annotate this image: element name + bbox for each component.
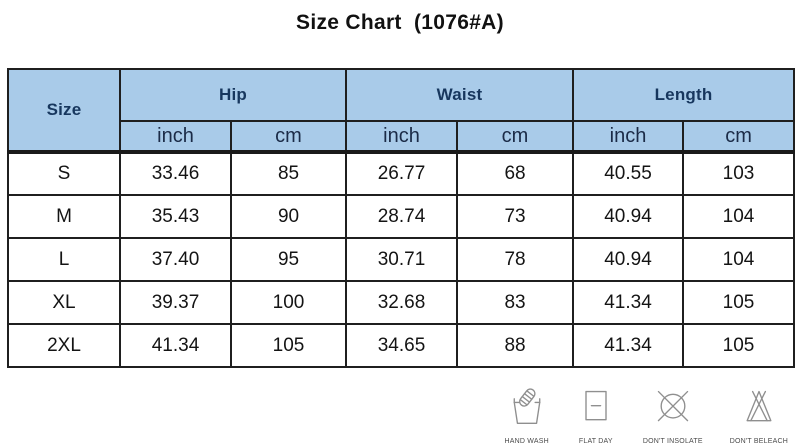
value-cell: 40.94 <box>573 195 683 238</box>
value-cell: 30.71 <box>346 238 457 281</box>
value-cell: 105 <box>683 324 794 367</box>
value-cell: 33.46 <box>120 152 231 195</box>
value-cell: 105 <box>231 324 346 367</box>
dont-insolate-icon <box>653 387 693 432</box>
value-cell: 85 <box>231 152 346 195</box>
hand-wash-icon <box>507 387 547 432</box>
value-cell: 103 <box>683 152 794 195</box>
value-cell: 41.34 <box>573 281 683 324</box>
value-cell: 104 <box>683 238 794 281</box>
size-cell: XL <box>8 281 120 324</box>
value-cell: 68 <box>457 152 573 195</box>
care-label: FLAT DAY <box>578 438 613 445</box>
table-row-2xl <box>8 324 794 367</box>
column-header-length: Length <box>573 69 794 121</box>
care-label: DON'T INSOLATE <box>642 438 703 445</box>
value-cell: 95 <box>231 238 346 281</box>
size-chart-page <box>0 11 800 445</box>
value-cell: 78 <box>457 238 573 281</box>
unit-header-hip-inch: inch <box>120 121 231 152</box>
value-cell: 105 <box>683 281 794 324</box>
unit-header-row <box>8 121 794 152</box>
dont-bleach-icon <box>739 387 779 432</box>
size-cell: M <box>8 195 120 238</box>
care-instructions <box>505 387 788 445</box>
size-cell: 2XL <box>8 324 120 367</box>
value-cell: 35.43 <box>120 195 231 238</box>
care-item-dont-bleach <box>730 387 788 445</box>
care-item-dont-insolate <box>643 387 703 445</box>
table-row-xl <box>8 281 794 324</box>
value-cell: 37.40 <box>120 238 231 281</box>
column-header-waist: Waist <box>346 69 573 121</box>
table-row-m <box>8 195 794 238</box>
value-cell: 104 <box>683 195 794 238</box>
table-row-l <box>8 238 794 281</box>
column-header-hip: Hip <box>120 69 346 121</box>
size-cell: L <box>8 238 120 281</box>
unit-header-waist-inch: inch <box>346 121 457 152</box>
header-group-row <box>8 69 794 121</box>
care-item-flat-day <box>576 387 616 445</box>
unit-header-length-cm: cm <box>683 121 794 152</box>
value-cell: 32.68 <box>346 281 457 324</box>
care-label: HAND WASH <box>504 438 549 445</box>
value-cell: 28.74 <box>346 195 457 238</box>
value-cell: 34.65 <box>346 324 457 367</box>
value-cell: 83 <box>457 281 573 324</box>
unit-header-waist-cm: cm <box>457 121 573 152</box>
flat-day-icon <box>576 387 616 432</box>
value-cell: 40.55 <box>573 152 683 195</box>
table-row-s <box>8 152 794 195</box>
unit-header-length-inch: inch <box>573 121 683 152</box>
care-label: DON'T BELEACH <box>729 438 788 445</box>
page-title: Size Chart (1076#A) <box>296 11 504 34</box>
size-cell: S <box>8 152 120 195</box>
unit-header-hip-cm: cm <box>231 121 346 152</box>
value-cell: 90 <box>231 195 346 238</box>
care-item-hand-wash <box>505 387 549 445</box>
value-cell: 41.34 <box>120 324 231 367</box>
value-cell: 41.34 <box>573 324 683 367</box>
value-cell: 39.37 <box>120 281 231 324</box>
size-chart-table <box>7 68 795 368</box>
value-cell: 73 <box>457 195 573 238</box>
value-cell: 88 <box>457 324 573 367</box>
value-cell: 100 <box>231 281 346 324</box>
value-cell: 40.94 <box>573 238 683 281</box>
column-header-size: Size <box>8 69 120 152</box>
value-cell: 26.77 <box>346 152 457 195</box>
